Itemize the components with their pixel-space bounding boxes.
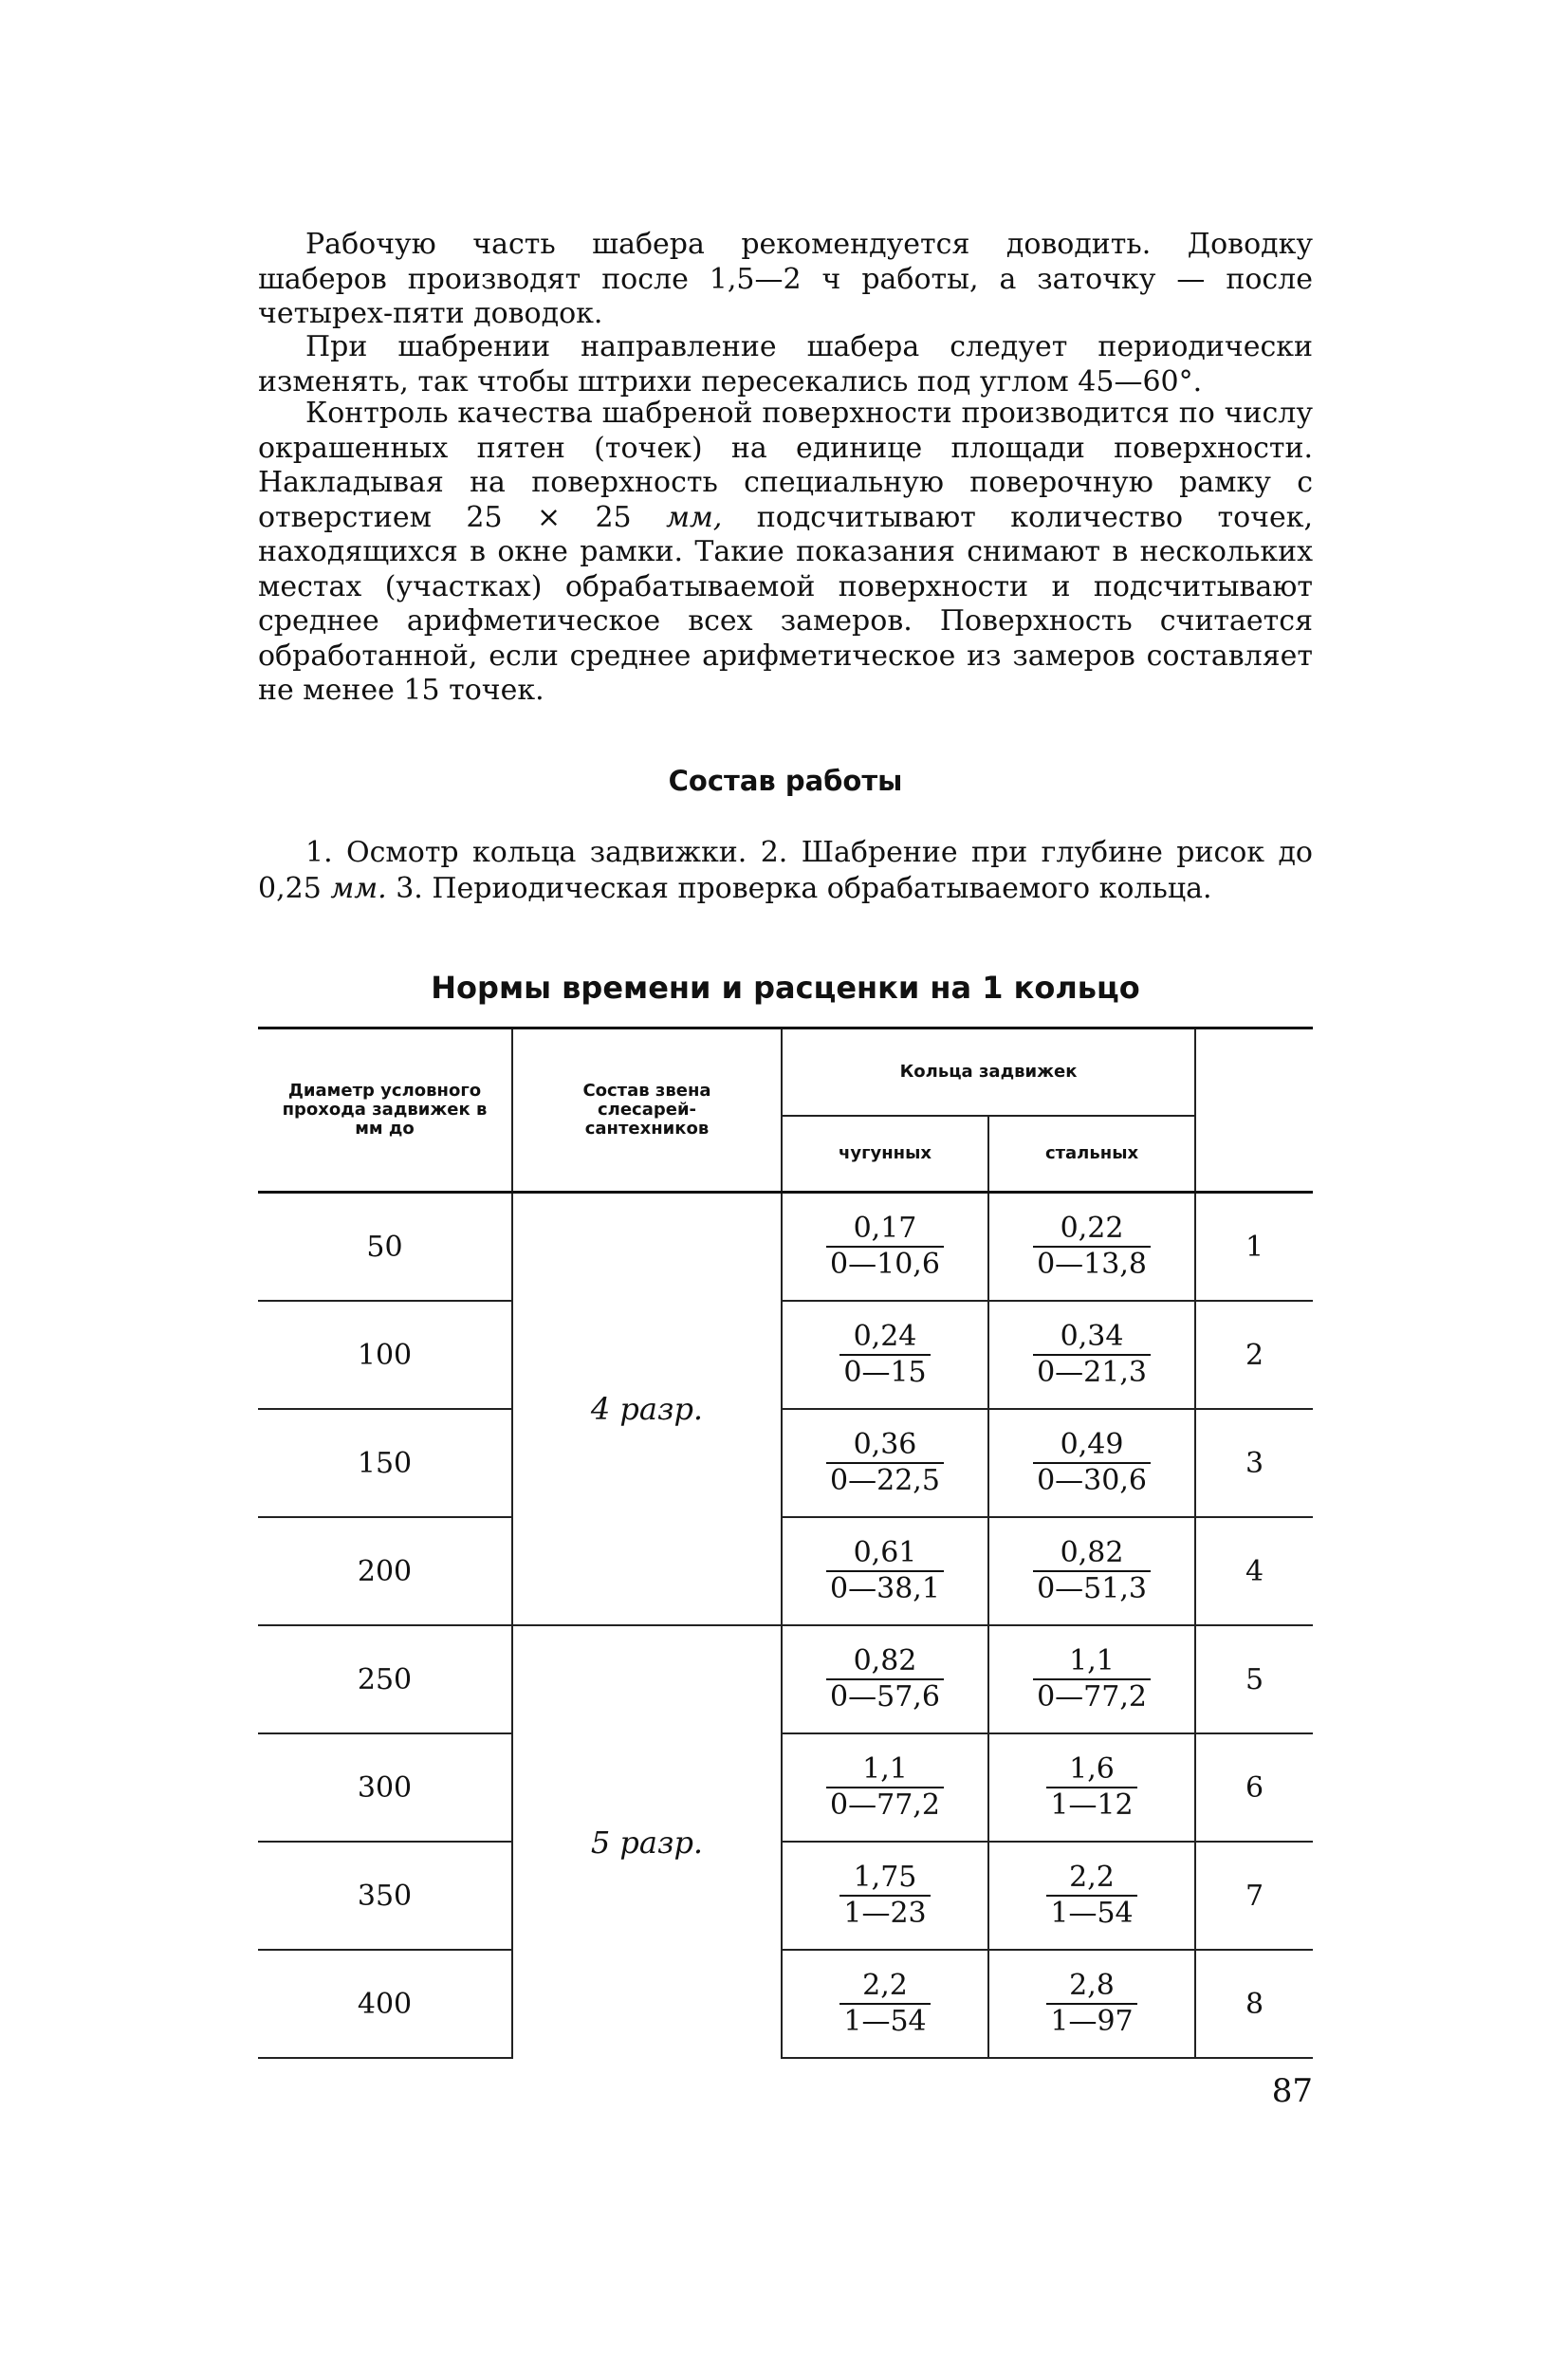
steel-cell [988, 1409, 1195, 1517]
diameter-cell: 300 [258, 1733, 512, 1842]
time-norm: 0,61 [826, 1536, 944, 1572]
table-row [258, 1950, 1313, 2058]
fraction [839, 1861, 930, 1931]
price-rate: 0—77,2 [1037, 1680, 1147, 1714]
price-rate: 0—38,1 [830, 1572, 940, 1605]
paragraph-text: При шабрении направление шабера следует периодически изменять, так чтобы штрихи пересекались под углом 45—60°. [258, 330, 1313, 398]
header-crew: Состав звена слесарей-сантехников [512, 1028, 782, 1193]
table-row [258, 1301, 1313, 1409]
fraction [1046, 1861, 1136, 1931]
steel-cell [988, 1517, 1195, 1625]
fraction [839, 1320, 930, 1390]
fraction [1033, 1428, 1151, 1498]
header-diameter: Диаметр условного прохода задвижек в мм до [258, 1028, 512, 1193]
fraction [1033, 1644, 1151, 1714]
norms-table [258, 1027, 1313, 2059]
text-fragment: 3. Периодическая проверка обрабатываемого кольца. [396, 872, 1212, 905]
text-fragment: 1. Осмотр кольца задвижки. 2. Шабрение при глубине рисок до 0,25 [258, 836, 1313, 905]
fraction [1033, 1212, 1151, 1282]
price-rate: 0—13,8 [1037, 1248, 1147, 1281]
steel-cell [988, 1842, 1195, 1950]
diameter-cell: 250 [258, 1625, 512, 1733]
fraction [1046, 1752, 1136, 1823]
text-fragment: Контроль качества шабреной поверхности производится по числу окрашенных пятен (точек) на единице площади поверхности. Накладывая на поверхность специальную поверочную рамку с отверстием 25 × 25 [258, 397, 1313, 534]
row-number-cell: 3 [1195, 1409, 1313, 1517]
price-rate: 0—10,6 [830, 1248, 940, 1281]
time-norm: 0,22 [1033, 1212, 1151, 1248]
time-norm: 1,6 [1046, 1752, 1136, 1788]
price-rate: 0—30,6 [1037, 1464, 1147, 1497]
text-fragment: подсчитывают количество точек, находящихся в окне рамки. Такие показания снимают в нескольких местах (участках) обрабатываемой поверхности и подсчитывают среднее арифметическое всех замеров. Поверхность считается обработанной, если среднее арифметическое из замеров составляет не менее 15 точек. [258, 500, 1314, 707]
cast-iron-cell [782, 1733, 988, 1842]
row-number-cell: 4 [1195, 1517, 1313, 1625]
price-rate: 1—97 [1050, 2005, 1134, 2038]
fraction [826, 1752, 944, 1823]
time-norm: 0,49 [1033, 1428, 1151, 1464]
table-row [258, 1625, 1313, 1733]
paragraph-honing [258, 228, 1313, 332]
header-rings: Кольца задвижек [782, 1028, 1195, 1117]
operations-text [258, 835, 1313, 907]
price-rate: 1—54 [843, 2005, 927, 2038]
time-norm: 0,82 [826, 1644, 944, 1680]
time-norm: 0,17 [826, 1212, 944, 1248]
paragraph-direction [258, 330, 1313, 399]
time-norm: 1,1 [1033, 1644, 1151, 1680]
fraction [1046, 1969, 1136, 2039]
cast-iron-cell [782, 1625, 988, 1733]
diameter-cell: 200 [258, 1517, 512, 1625]
fraction [826, 1428, 944, 1498]
table-row [258, 1733, 1313, 1842]
price-rate: 1—23 [843, 1897, 927, 1930]
time-norm: 0,24 [839, 1320, 930, 1356]
paragraph-text [258, 397, 1313, 709]
table-row [258, 1409, 1313, 1517]
cast-iron-cell [782, 1517, 988, 1625]
row-number-cell: 2 [1195, 1301, 1313, 1409]
price-rate: 1—54 [1050, 1897, 1134, 1930]
header-cast-iron: чугунных [782, 1116, 988, 1193]
unit-mm: мм. [330, 872, 387, 905]
paragraph-text: Рабочую часть шабера рекомендуется доводить. Доводку шаберов производят после 1,5—2 ч работы, а заточку — после четырех-пяти доводок. [258, 228, 1313, 330]
time-norm: 2,2 [839, 1969, 930, 2005]
section-title: Состав работы [668, 765, 903, 797]
header-row-number [1195, 1028, 1313, 1193]
price-rate: 0—51,3 [1037, 1572, 1147, 1605]
crew-cell: 5 разр. [512, 1625, 782, 2058]
table-row [258, 1842, 1313, 1950]
table-row [258, 1193, 1313, 1302]
price-rate: 0—57,6 [830, 1680, 940, 1714]
cast-iron-cell [782, 1301, 988, 1409]
cast-iron-cell [782, 1409, 988, 1517]
operations-list [258, 835, 1313, 907]
price-rate: 0—15 [843, 1356, 927, 1389]
time-norm: 2,2 [1046, 1861, 1136, 1897]
row-number-cell: 5 [1195, 1625, 1313, 1733]
fraction [826, 1644, 944, 1714]
price-rate: 0—77,2 [830, 1788, 940, 1822]
fraction [826, 1212, 944, 1282]
steel-cell [988, 1193, 1195, 1302]
steel-cell [988, 1950, 1195, 2058]
diameter-cell: 50 [258, 1193, 512, 1302]
fraction [1033, 1320, 1151, 1390]
cast-iron-cell [782, 1193, 988, 1302]
diameter-cell: 350 [258, 1842, 512, 1950]
time-norm: 1,1 [826, 1752, 944, 1788]
time-norm: 0,34 [1033, 1320, 1151, 1356]
table-row [258, 1517, 1313, 1625]
paragraph-quality-control [258, 397, 1313, 709]
fraction [826, 1536, 944, 1606]
crew-cell: 4 разр. [512, 1193, 782, 1626]
row-number-cell: 7 [1195, 1842, 1313, 1950]
row-number-cell: 8 [1195, 1950, 1313, 2058]
cast-iron-cell [782, 1842, 988, 1950]
row-number-cell: 1 [1195, 1193, 1313, 1302]
page-number: 87 [1271, 2072, 1313, 2110]
price-rate: 0—21,3 [1037, 1356, 1147, 1389]
time-norm: 0,82 [1033, 1536, 1151, 1572]
time-norm: 2,8 [1046, 1969, 1136, 2005]
diameter-cell: 150 [258, 1409, 512, 1517]
steel-cell [988, 1625, 1195, 1733]
table-title: Нормы времени и расценки на 1 кольцо [431, 970, 1140, 1006]
row-number-cell: 6 [1195, 1733, 1313, 1842]
unit-mm: мм, [666, 500, 723, 534]
price-rate: 0—22,5 [830, 1464, 940, 1497]
steel-cell [988, 1301, 1195, 1409]
header-steel: стальных [988, 1116, 1195, 1193]
cast-iron-cell [782, 1950, 988, 2058]
fraction [839, 1969, 930, 2039]
time-norm: 0,36 [826, 1428, 944, 1464]
steel-cell [988, 1733, 1195, 1842]
diameter-cell: 100 [258, 1301, 512, 1409]
diameter-cell: 400 [258, 1950, 512, 2058]
price-rate: 1—12 [1050, 1788, 1134, 1822]
time-norm: 1,75 [839, 1861, 930, 1897]
fraction [1033, 1536, 1151, 1606]
